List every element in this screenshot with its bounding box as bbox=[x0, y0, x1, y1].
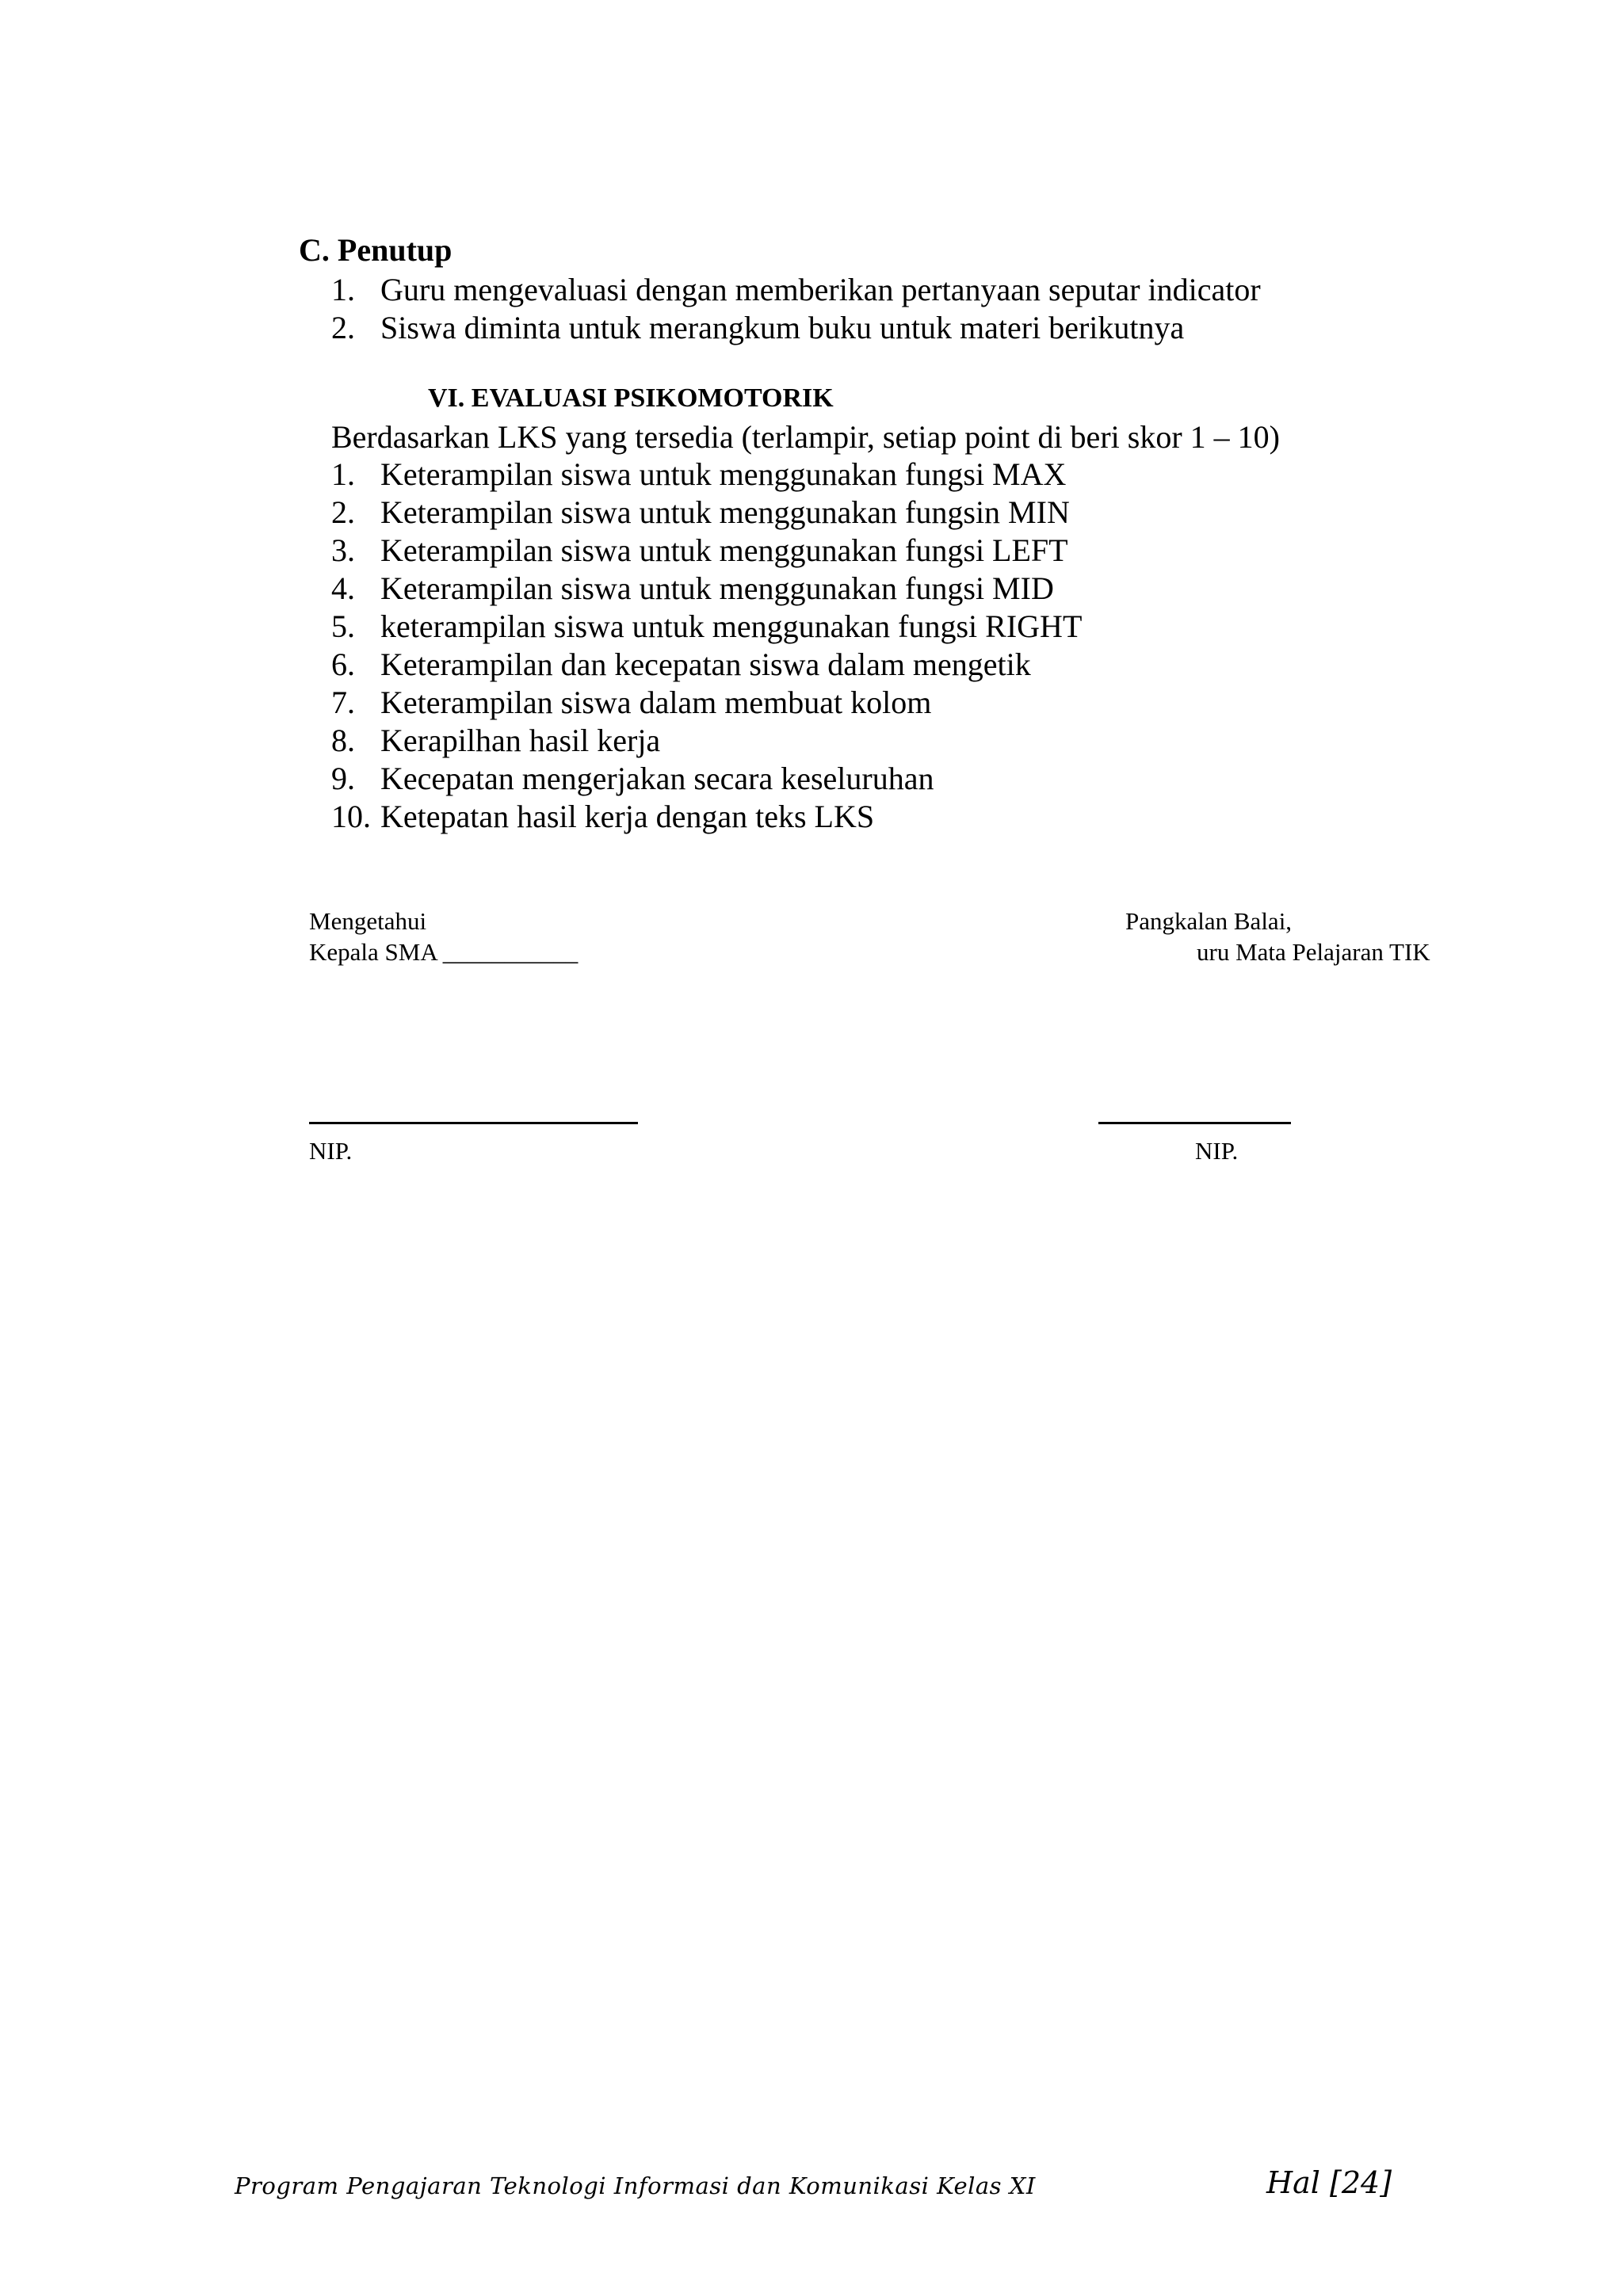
list-item-number: 2. bbox=[331, 494, 355, 530]
signature-right-role: uru Mata Pelajaran TIK bbox=[1197, 938, 1430, 966]
list-item-number: 6. bbox=[331, 646, 355, 682]
list-item-text: Ketepatan hasil kerja dengan teks LKS bbox=[380, 799, 875, 834]
list-item-number: 1. bbox=[331, 456, 355, 492]
list-item-number: 10. bbox=[331, 799, 371, 834]
list-item-text: Keterampilan siswa dalam membuat kolom bbox=[380, 685, 932, 720]
list-item-text: Keterampilan dan kecepatan siswa dalam mengetik bbox=[380, 646, 1031, 682]
signature-right-place: Pangkalan Balai, bbox=[1125, 907, 1293, 935]
list-item-number: 8. bbox=[331, 723, 355, 758]
signature-line-right bbox=[1098, 1122, 1291, 1124]
list-item-text: Siswa diminta untuk merangkum buku untuk materi berikutnya bbox=[380, 310, 1185, 345]
list-item-text: Kecepatan mengerjakan secara keseluruhan bbox=[380, 761, 934, 796]
list-item-text: Keterampilan siswa untuk menggunakan fungsin MIN bbox=[380, 494, 1070, 530]
list-item-number: 4. bbox=[331, 570, 355, 606]
evaluasi-intro: Berdasarkan LKS yang tersedia (terlampir, setiap point di beri skor 1 – 10) bbox=[331, 419, 1280, 455]
signature-left-kepala-sma: Kepala SMA ___________ bbox=[309, 938, 579, 966]
list-item-number: 2. bbox=[331, 310, 355, 345]
list-item-text: Guru mengevaluasi dengan memberikan pertanyaan seputar indicator bbox=[380, 272, 1261, 307]
signature-left-mengetahui: Mengetahui bbox=[309, 907, 427, 935]
nip-left: NIP. bbox=[309, 1137, 353, 1165]
list-item-number: 5. bbox=[331, 608, 355, 644]
list-item-number: 3. bbox=[331, 532, 355, 568]
list-item-text: Keterampilan siswa untuk menggunakan fungsi MAX bbox=[380, 456, 1067, 492]
list-item-text: Keterampilan siswa untuk menggunakan fungsi LEFT bbox=[380, 532, 1068, 568]
list-item-number: 1. bbox=[331, 272, 355, 307]
list-item-text: keterampilan siswa untuk menggunakan fungsi RIGHT bbox=[380, 608, 1083, 644]
section-heading-penutup: C. Penutup bbox=[299, 232, 453, 268]
list-item-text: Kerapilhan hasil kerja bbox=[380, 723, 661, 758]
footer-program-title: Program Pengajaran Teknologi Informasi dan Komunikasi Kelas XI bbox=[235, 2172, 1036, 2199]
list-item-number: 7. bbox=[331, 685, 355, 720]
signature-line-left bbox=[309, 1122, 638, 1124]
section-heading-evaluasi: VI. EVALUASI PSIKOMOTORIK bbox=[428, 383, 834, 413]
list-item-number: 9. bbox=[331, 761, 355, 796]
footer-page-number: Hal [24] bbox=[1266, 2165, 1392, 2200]
list-item-text: Keterampilan siswa untuk menggunakan fungsi MID bbox=[380, 570, 1054, 606]
nip-right: NIP. bbox=[1195, 1137, 1239, 1165]
